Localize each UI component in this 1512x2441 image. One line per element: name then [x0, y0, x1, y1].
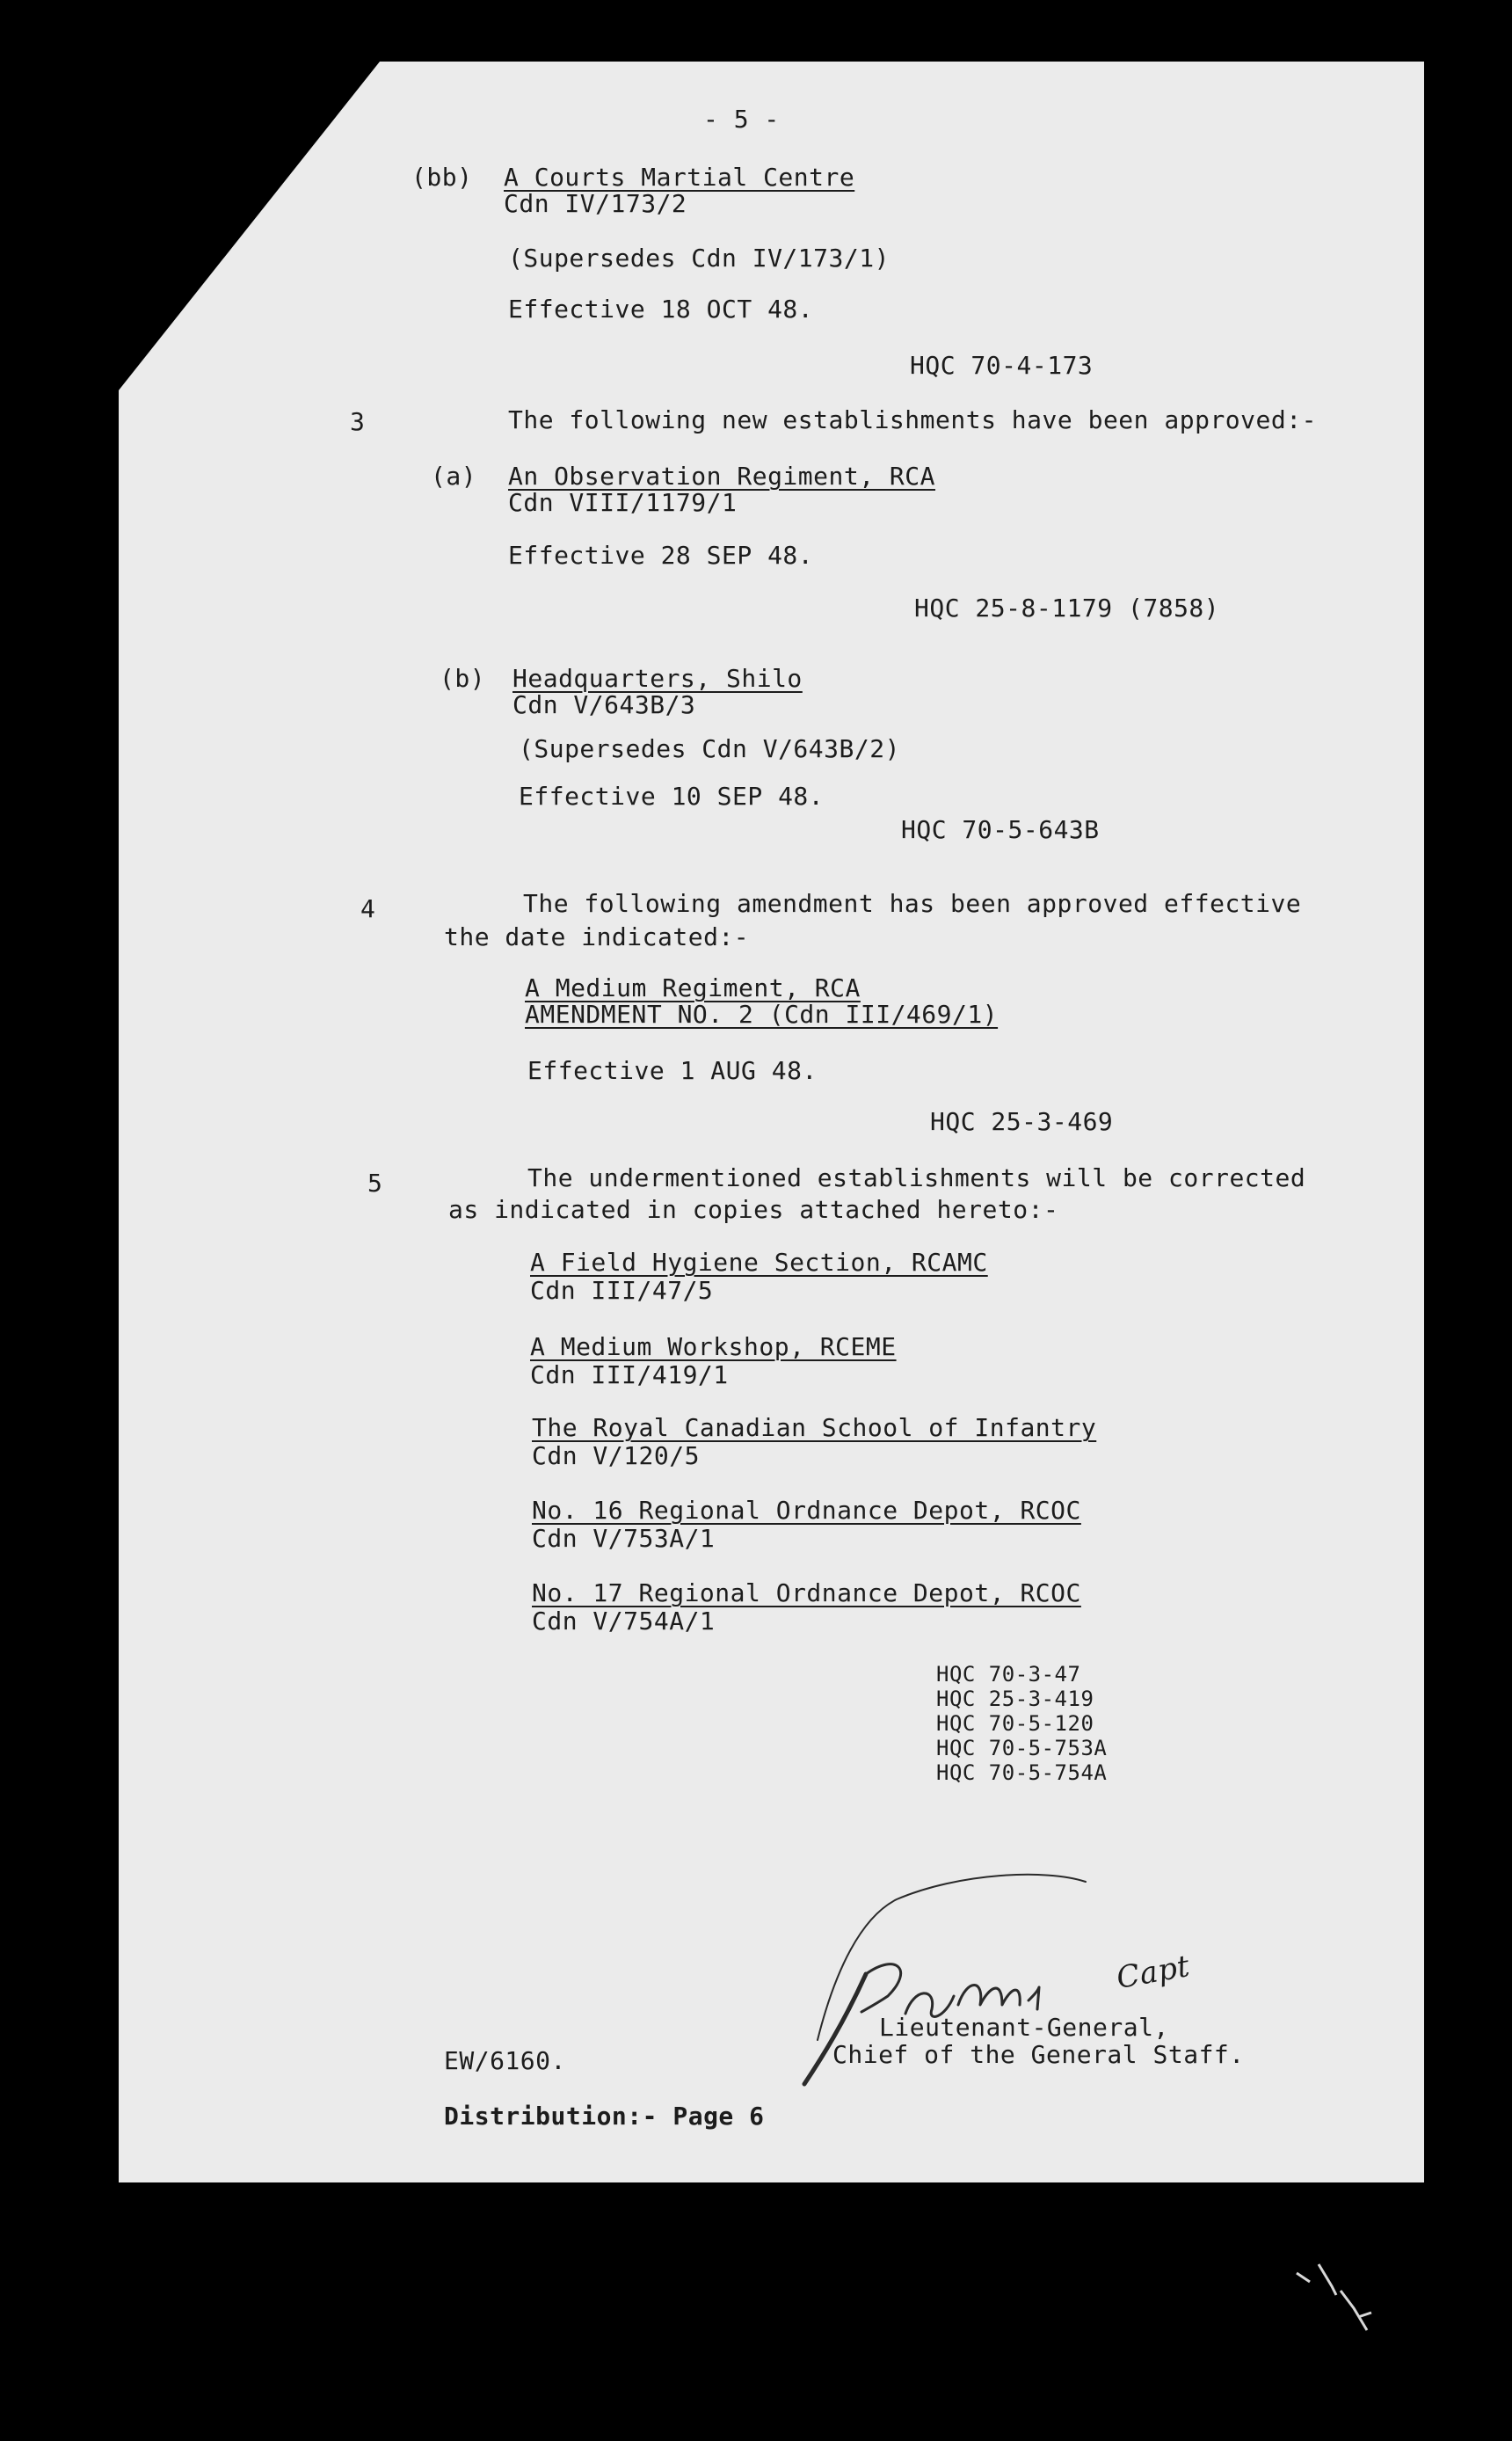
para4-effective: Effective 1 AUG 48. [527, 1056, 818, 1085]
para4-amendment: AMENDMENT NO. 2 (Cdn III/469/1) [525, 1000, 999, 1029]
para5-item-title: A Field Hygiene Section, RCAMC [530, 1248, 988, 1277]
para5-ref: HQC 25-3-419 [936, 1687, 1094, 1711]
para4-line1: The following amendment has been approved effective [523, 889, 1302, 918]
file-reference: EW/6160. [444, 2046, 566, 2075]
para3-a-ref: HQC 25-8-1179 (7858) [914, 594, 1220, 623]
para3-a-label: (a) [431, 462, 477, 491]
section-bb-code: Cdn IV/173/2 [504, 189, 687, 218]
signature-title: Chief of the General Staff. [832, 2040, 1245, 2069]
signature-handwritten: Capt [1114, 1949, 1193, 1996]
para5-item-title: No. 17 Regional Ordnance Depot, RCOC [532, 1578, 1081, 1607]
para5-item-code: Cdn III/419/1 [530, 1360, 729, 1389]
para3-number: 3 [350, 407, 366, 436]
section-bb-title: A Courts Martial Centre [504, 163, 855, 192]
para3-a-title: An Observation Regiment, RCA [508, 462, 936, 491]
para5-ref: HQC 70-5-120 [936, 1711, 1094, 1736]
para3-text: The following new establishments have been approved:- [508, 405, 1317, 434]
section-bb-label: (bb) [411, 163, 473, 192]
para3-b-code: Cdn V/643B/3 [512, 690, 696, 719]
para4-number: 4 [360, 894, 376, 923]
para5-item-code: Cdn V/120/5 [532, 1441, 700, 1470]
scan-artifact [1288, 2247, 1385, 2343]
para5-item-code: Cdn III/47/5 [530, 1276, 714, 1305]
para4-ref: HQC 25-3-469 [930, 1107, 1114, 1136]
para5-line2: as indicated in copies attached hereto:- [448, 1195, 1059, 1224]
para5-item-title: A Medium Workshop, RCEME [530, 1332, 897, 1361]
para3-a-code: Cdn VIII/1179/1 [508, 488, 738, 517]
para5-item-title: The Royal Canadian School of Infantry [532, 1413, 1097, 1442]
para3-b-supersedes: (Supersedes Cdn V/643B/2) [519, 734, 900, 763]
signature-rank: Lieutenant-General, [879, 2013, 1169, 2042]
para5-item-code: Cdn V/754A/1 [532, 1607, 716, 1636]
para5-item-code: Cdn V/753A/1 [532, 1524, 716, 1553]
para5-number: 5 [367, 1169, 383, 1198]
para3-a-effective: Effective 28 SEP 48. [508, 541, 814, 570]
section-bb-effective: Effective 18 OCT 48. [508, 295, 814, 324]
distribution-line: Distribution:- Page 6 [444, 2102, 765, 2131]
section-bb-supersedes: (Supersedes Cdn IV/173/1) [508, 244, 890, 273]
para5-item-title: No. 16 Regional Ordnance Depot, RCOC [532, 1496, 1081, 1525]
para5-line1: The undermentioned establishments will be corrected [527, 1163, 1306, 1192]
para5-ref: HQC 70-5-754A [936, 1760, 1108, 1785]
para5-ref: HQC 70-5-753A [936, 1736, 1108, 1760]
para3-b-label: (b) [440, 664, 486, 693]
para3-b-ref: HQC 70-5-643B [901, 815, 1100, 844]
para4-title: A Medium Regiment, RCA [525, 973, 861, 1002]
para4-line2: the date indicated:- [444, 922, 750, 951]
page-number: - 5 - [703, 105, 780, 134]
section-bb-ref: HQC 70-4-173 [910, 351, 1094, 380]
para3-b-effective: Effective 10 SEP 48. [519, 782, 825, 811]
para5-ref: HQC 70-3-47 [936, 1662, 1081, 1687]
para3-b-title: Headquarters, Shilo [512, 664, 803, 693]
